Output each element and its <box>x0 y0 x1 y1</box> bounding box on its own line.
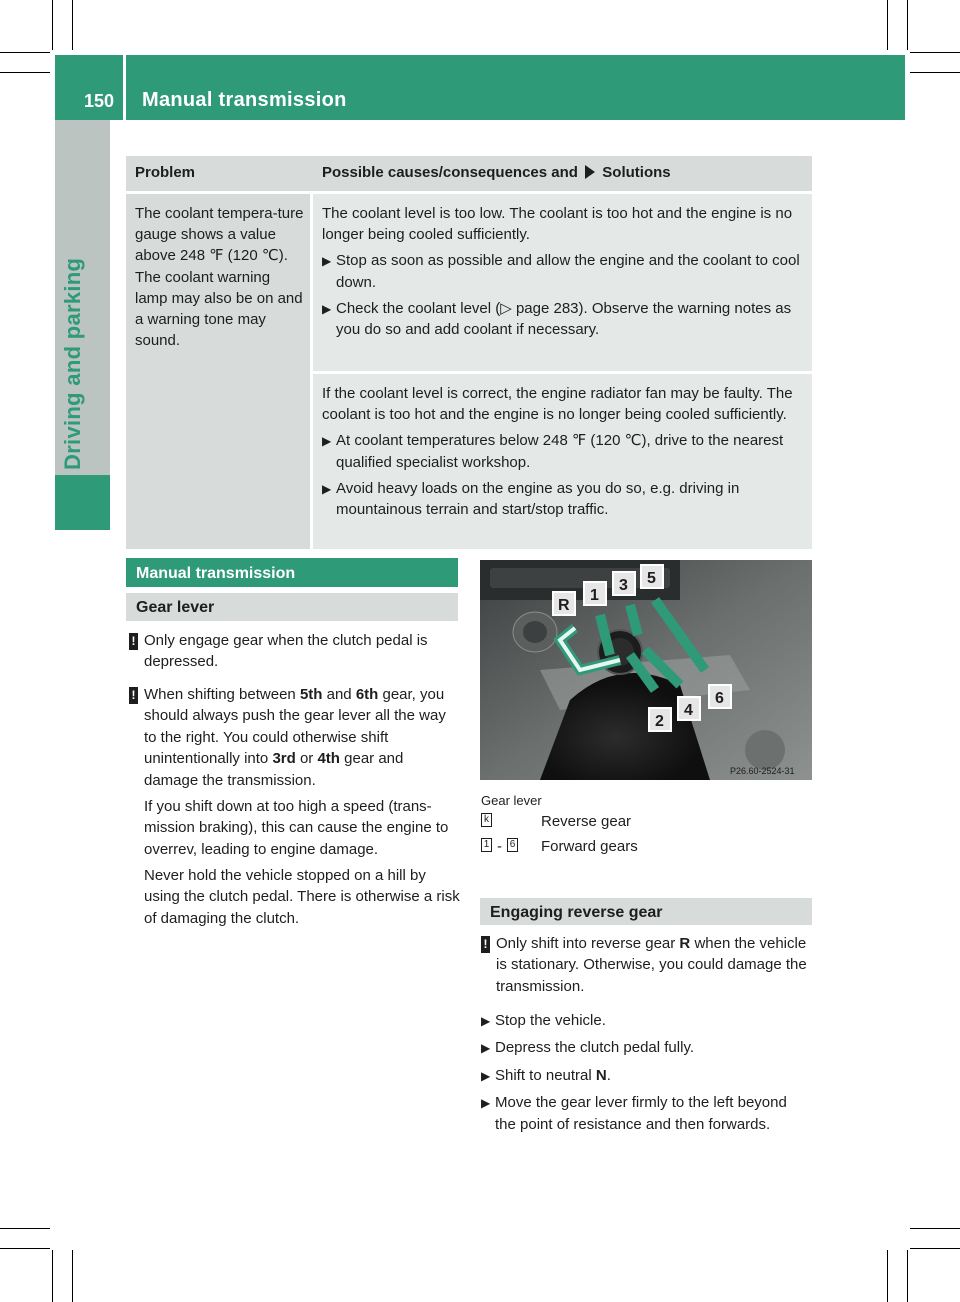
gear-lever-photo <box>480 560 812 780</box>
problem-cell: The coolant tempera-ture gauge shows a value above 248 ℉ (120 ℃). The coolant warning lamp may also be on and a warning tone may sound. <box>126 194 310 549</box>
figure-caption: Gear lever <box>481 793 542 808</box>
problem-table <box>126 156 812 549</box>
warning-note: ! Only engage gear when the clutch pedal is depressed. <box>144 630 460 673</box>
solution-cell <box>313 194 812 549</box>
action-arrow-icon: ▶ <box>322 434 332 449</box>
gear-lever-illustration <box>480 560 812 780</box>
action-arrow-icon: ▶ <box>322 481 332 496</box>
gear-label: 3 <box>619 577 628 594</box>
col-header-problem: Problem <box>135 164 196 181</box>
page-title: Manual transmission <box>142 89 347 111</box>
gear-label: 1 <box>590 587 599 604</box>
solution-text: If the coolant level is correct, the engine radiator fan may be faulty. The coolant is too hot and the engine is no longer being cooled sufficiently. <box>322 385 793 424</box>
crop-mark <box>907 0 908 50</box>
legend-label: Reverse gear <box>541 813 632 830</box>
gear-label: 5 <box>647 570 656 587</box>
legend-row <box>481 813 632 830</box>
page-number: 150 <box>84 91 115 111</box>
procedure-step: ▶ Stop the vehicle. <box>481 1010 811 1032</box>
body-paragraph: Never hold the vehicle stopped on a hill by using the clutch pedal. There is otherwise a risk of damaging the clutch. <box>144 867 460 927</box>
gear-label: R <box>558 597 570 614</box>
gear-6-key-icon: 6 <box>507 838 518 852</box>
gear-label: 2 <box>655 713 664 730</box>
table-header <box>126 156 812 191</box>
crop-mark <box>72 1250 73 1302</box>
solution-step: ▶ Avoid heavy loads on the engine as you do so, e.g. driving in mountainous terrain and start/stop traffic. <box>322 478 806 520</box>
action-arrow-icon: ▶ <box>322 254 332 269</box>
crop-mark <box>72 0 73 50</box>
solution-step: ▶ Stop as soon as possible and allow the engine and the coolant to cool down. <box>322 250 806 292</box>
warning-icon: ! <box>129 633 138 650</box>
crop-mark <box>0 1248 50 1249</box>
crop-mark <box>0 1228 50 1229</box>
crop-mark <box>910 72 960 73</box>
warning-icon: ! <box>129 687 138 704</box>
warning-note: ! When shifting between 5th and 6th gear, you should always push the gear lever all the way to the right. You could otherwise shift unintentionally into 3rd or 4th gear and damage the transmission. <box>144 684 460 791</box>
reverse-key-icon: k <box>481 813 492 827</box>
side-tab-marker <box>55 475 110 530</box>
crop-mark <box>0 52 50 53</box>
subsection-heading: Engaging reverse gear <box>480 898 812 925</box>
table-row <box>126 194 812 549</box>
action-arrow-icon: ▶ <box>481 1014 491 1028</box>
solution-arrow-icon <box>585 165 595 179</box>
photo-code: P26.60-2524-31 <box>730 766 795 776</box>
crop-mark <box>0 72 50 73</box>
warning-icon: ! <box>481 936 490 953</box>
procedure-step: ▶ Shift to neutral N. <box>481 1065 811 1087</box>
legend-label: Forward gears <box>541 838 638 855</box>
crop-mark <box>52 1250 53 1302</box>
procedure-step: ▶ Depress the clutch pedal fully. <box>481 1037 811 1059</box>
solution-block <box>313 194 812 371</box>
procedure-step: ▶ Move the gear lever firmly to the left beyond the point of resistance and then forwards. <box>481 1092 811 1135</box>
action-arrow-icon: ▶ <box>322 301 332 316</box>
procedure-steps <box>481 1005 811 1135</box>
crop-mark <box>910 52 960 53</box>
crop-mark <box>910 1248 960 1249</box>
col-header-solutions: Possible causes/consequences and Solutions <box>322 164 671 181</box>
solution-block <box>313 374 812 549</box>
crop-mark <box>907 1250 908 1302</box>
solution-step: ▶ At coolant temperatures below 248 ℉ (120 ℃), drive to the nearest qualified specialist workshop. <box>322 430 806 472</box>
section-heading: Manual transmission <box>126 558 458 587</box>
action-arrow-icon: ▶ <box>481 1068 491 1083</box>
crop-mark <box>52 0 53 50</box>
action-arrow-icon: ▶ <box>481 1041 491 1056</box>
side-tab-label: Driving and parking <box>60 257 85 470</box>
gear-label: 6 <box>715 690 724 707</box>
subsection-heading: Gear lever <box>126 593 458 621</box>
crop-mark <box>910 1228 960 1229</box>
legend-row: 1 - 6 Forward gears <box>481 838 518 855</box>
crop-mark <box>887 0 888 50</box>
body-paragraph: If you shift down at too high a speed (trans-mission braking), this can cause the engine to overrev, leading to engine damage. <box>144 798 449 858</box>
warning-note: ! Only shift into reverse gear R when the vehicle is stationary. Otherwise, you could damage the transmission. <box>496 933 812 997</box>
header-separator <box>123 55 126 120</box>
crop-mark <box>887 1250 888 1302</box>
gear-1-key-icon: 1 <box>481 838 492 852</box>
action-arrow-icon: ▶ <box>481 1096 491 1111</box>
solution-step: ▶ Check the coolant level (▷ page 283). Observe the warning notes as you do so and add coolant if necessary. <box>322 298 806 340</box>
gear-label: 4 <box>684 702 693 719</box>
solution-text: The coolant level is too low. The coolant is too hot and the engine is no longer being cooled sufficiently. <box>322 205 793 244</box>
